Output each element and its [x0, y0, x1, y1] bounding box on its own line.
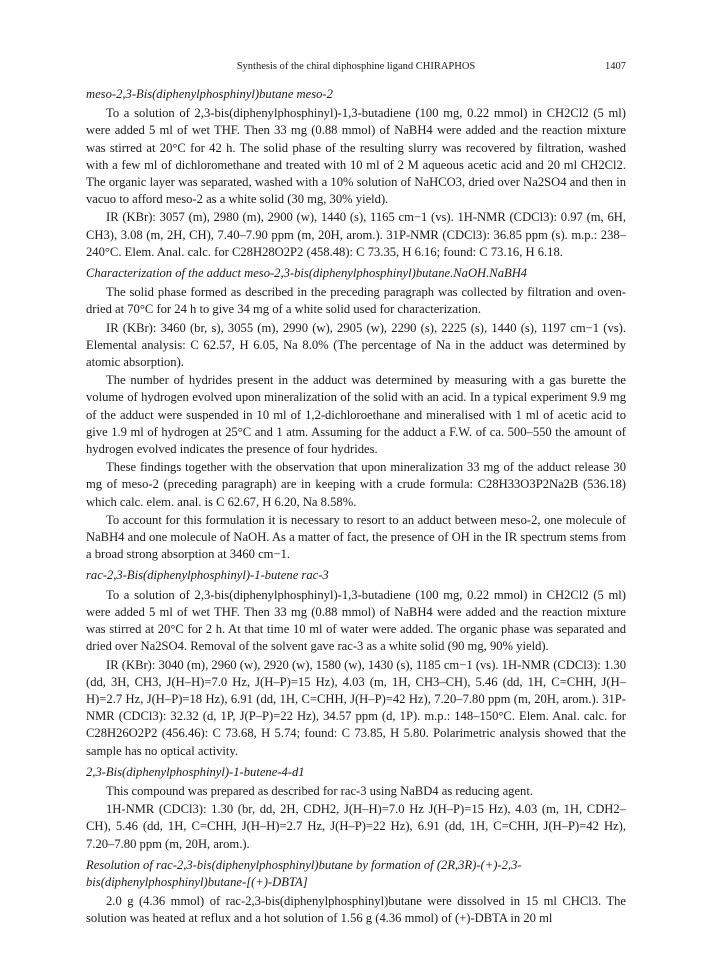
paragraph: The solid phase formed as described in the preceding paragraph was collected by filtration and oven-dried at 70°C for 24 h to give 34 mg of a white solid used for characterization. [86, 285, 626, 317]
page-number: 1407 [605, 61, 626, 72]
running-title: Synthesis of the chiral diphosphine ligand CHIRAPHOS [236, 61, 476, 72]
body-text [86, 86, 626, 932]
paragraph: To a solution of 2,3-bis(diphenylphosphinyl)-1,3-butadiene (100 mg, 0.22 mmol) in CH2Cl2 (5 ml) were added 5 ml of wet THF. Then 33 mg (0.88 mmol) of NaBH4 were added and the reaction mixture was stirred at 20°C for 42 h. The solid phase of the resulting slurry was recovered by filtration, washed with a few ml of dichloromethane and treated with 10 ml of 2 M aqueous acetic acid and 20 ml CH2Cl2. The organic layer was separated, washed with a 10% solution of NaHCO3, dried over Na2SO4 and then in vacuo to afford meso-2 as a white solid (30 mg, 30% yield). [86, 106, 626, 207]
paragraph: 2.0 g (4.36 mmol) of rac-2,3-bis(diphenylphosphinyl)butane were dissolved in 15 ml CHCl3. The solution was heated at reflux and a hot solution of 1.56 g (4.36 mmol) of (+)-DBTA in 20 ml [86, 894, 626, 926]
paragraph: IR (KBr): 3040 (m), 2960 (w), 2920 (w), 1580 (w), 1430 (s), 1185 cm−1 (vs). 1H-NMR (CDCl3): 1.30 (dd, 3H, CH3, J(H–H)=7.0 Hz, J(H–P)=15 Hz), 4.03 (m, 1H, CH3–CH), 5.46 (dd, 1H, C=CHH, J(H–H)=2.7 Hz, J(H–P)=18 Hz), 6.91 (dd, 1H, C=CHH, J(H–P)=42 Hz), 7.20–7.80 ppm (m, 20H, arom.). 31P-NMR (CDCl3): 32.32 (d, 1P, J(P–P)=22 Hz), 34.57 ppm (d, 1P). m.p.: 148–150°C. Elem. Anal. calc. for C28H26O2P2 (456.46): C 73.68, H 5.74; found: C 73.85, H 5.80. Polarimetric analysis showed that the sample has no optical activity. [86, 657, 626, 758]
section-heading: Resolution of rac-2,3-bis(diphenylphosphinyl)butane by formation of (2R,3R)-(+)-2,3-bis(diphenylphosphinyl)butane-[(+)-DBTA] [86, 857, 522, 889]
running-header [86, 58, 626, 78]
paragraph: IR (KBr): 3460 (br, s), 3055 (m), 2990 (w), 2905 (w), 2290 (s), 2225 (s), 1440 (s), 1197 cm−1 (vs). Elemental analysis: C 62.57, H 6.05, Na 8.0% (The percentage of Na in the adduct was determined by atomic absorption). [86, 320, 626, 370]
paragraph: The number of hydrides present in the adduct was determined by measuring with a gas burette the volume of hydrogen evolved upon mineralization of the solid with an acid. In a typical experiment 9.9 mg of the adduct were suspended in 10 ml of 1,2-dichloroethane and mineralised with 1 ml of acetic acid to give 1.9 ml of hydrogen at 25°C and 1 atm. Assuming for the adduct a F.W. of ca. 500–550 the amount of hydrogen evolved indicates the presence of four hydrides. [86, 373, 626, 457]
section-heading: Characterization of the adduct meso-2,3-bis(diphenylphosphinyl)butane.NaOH.NaBH4 [86, 266, 528, 281]
paragraph: 1H-NMR (CDCl3): 1.30 (br, dd, 2H, CDH2, J(H–H)=7.0 Hz J(H–P)=15 Hz), 4.03 (m, 1H, CDH2–CH), 5.46 (dd, 1H, C=CHH, J(H–H)=2.7 Hz, J(H–P)=22 Hz), 6.91 (dd, 1H, C=CHH, J(H–P)=42 Hz), 7.20–7.80 ppm (m, 20H, arom.). [86, 802, 626, 851]
section-heading: meso-2,3-Bis(diphenylphosphinyl)butane meso-2 [86, 87, 333, 101]
paragraph: These findings together with the observation that upon mineralization 33 mg of the adduct release 30 mg of meso-2 (preceding paragraph) are in keeping with a crude formula: C28H33O3P2Na2B (536.18) which calc. elem. anal. is C 62.67, H 6.20, Na 8.58%. [86, 460, 626, 509]
section-heading: rac-2,3-Bis(diphenylphosphinyl)-1-butene rac-3 [86, 568, 329, 583]
section-heading: 2,3-Bis(diphenylphosphinyl)-1-butene-4-d1 [86, 764, 305, 779]
paragraph: To a solution of 2,3-bis(diphenylphosphinyl)-1,3-butadiene (100 mg, 0.22 mmol) in CH2Cl2 (5 ml) were added 5 ml of wet THF. Then 33 mg (0.88 mmol) of NaBH4 were added and the reaction mixture was stirred at 20°C for 2 h. At that time 10 ml of water were added. The organic phase was separated and dried over Na2SO4. Removal of the solvent gave rac-3 as a white solid (90 mg, 90% yield). [86, 587, 626, 654]
paragraph: IR (KBr): 3057 (m), 2980 (m), 2900 (w), 1440 (s), 1165 cm−1 (vs). 1H-NMR (CDCl3): 0.97 (m, 6H, CH3), 3.08 (m, 2H, CH), 7.40–7.90 ppm (m, 20H, arom.). 31P-NMR (CDCl3): 36.85 ppm (s). m.p.: 238–240°C. Elem. Anal. calc. for C28H28O2P2 (458.48): C 73.35, H 6.16; found: C 73.16, H 6.18. [86, 210, 626, 259]
paragraph: To account for this formulation it is necessary to resort to an adduct between meso-2, one molecule of NaBH4 and one molecule of NaOH. As a matter of fact, the presence of OH in the IR spectrum stems from a broad strong absorption at 3460 cm−1. [86, 512, 626, 562]
paragraph: This compound was prepared as described for rac-3 using NaBD4 as reducing agent. [106, 783, 534, 798]
